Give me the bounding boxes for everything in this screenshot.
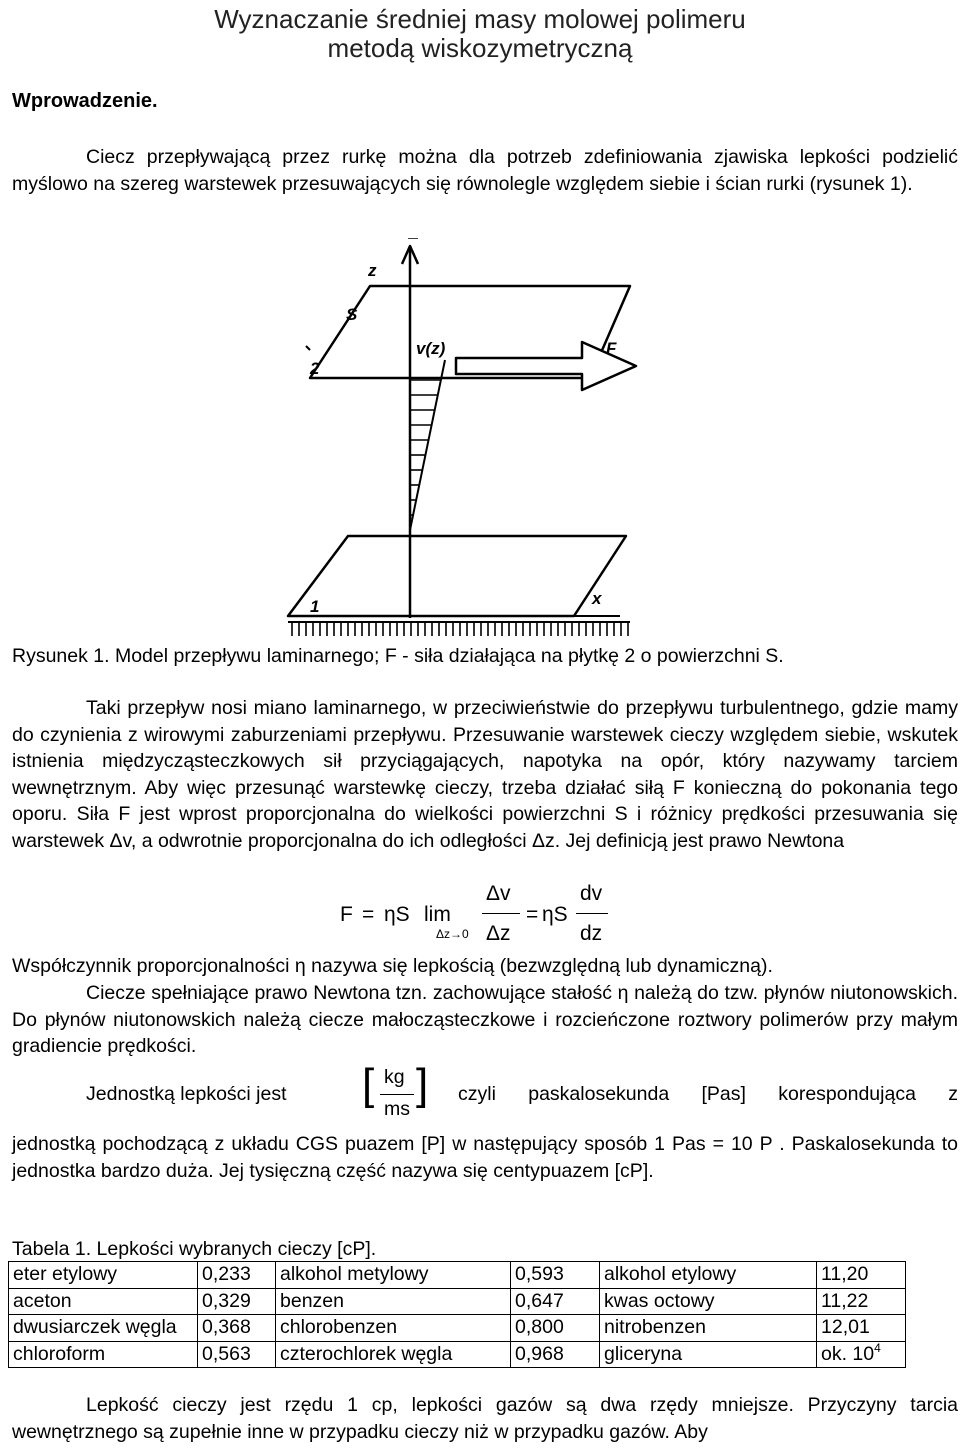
- formula-den-2: dz: [580, 922, 603, 945]
- formula-lim: lim: [424, 903, 451, 926]
- table-cell: 0,647: [511, 1288, 600, 1315]
- table-cell: chlorobenzen: [276, 1315, 511, 1342]
- table-cell: chloroform: [9, 1341, 198, 1368]
- formula-equals-2: =: [526, 903, 539, 926]
- label-f: F: [606, 339, 617, 358]
- label-2: 2: [310, 359, 320, 378]
- table-cell: 11,20: [817, 1262, 906, 1289]
- table-cell: alkohol metylowy: [276, 1262, 511, 1289]
- newton-formula: [340, 882, 640, 948]
- formula-num-1: Δv: [486, 882, 511, 905]
- table-cell: dwusiarczek węgla: [9, 1315, 198, 1342]
- label-z: z: [368, 261, 377, 280]
- table-cell: 0,368: [198, 1315, 276, 1342]
- intro-paragraph: Ciecz przepływającą przez rurkę można dla potrzeb zdefiniowania zjawiska lepkości podzielić myślowo na szereg warstewek przesuwających się równolegle względem siebie i ścian rurki (rysunek 1).: [12, 146, 958, 195]
- formula-eta-s-2: ηS: [542, 903, 568, 926]
- unit-pre-text: Jednostką lepkości jest: [86, 1083, 287, 1105]
- label-1: 1: [310, 597, 320, 616]
- laminar-flow-figure: [270, 238, 650, 638]
- table-row: [9, 1288, 906, 1315]
- unit-numerator: kg: [384, 1066, 405, 1088]
- table-cell: 0,593: [511, 1262, 600, 1289]
- figure-caption: Rysunek 1. Model przepływu laminarnego; F - siła działająca na płytkę 2 o powierzchni S.: [12, 645, 784, 667]
- formula-equals-1: =: [362, 903, 375, 926]
- unit-line: Jednostką lepkości jest [ kg ms ] czyli paskalosekunda [Pas] korespondująca z: [86, 1060, 958, 1120]
- formula-lhs: F: [340, 903, 353, 926]
- unit-denominator: ms: [384, 1098, 410, 1120]
- velocity-profile-line: [410, 360, 445, 530]
- formula-eta-s: ηS: [384, 903, 410, 926]
- label-x: x: [592, 589, 602, 608]
- table-cell: 0,233: [198, 1262, 276, 1289]
- table-cell: 0,968: [511, 1341, 600, 1368]
- page-title-line-2: metodą wiskozymetryczną: [327, 33, 633, 63]
- formula-lim-subscript: Δz→0: [436, 927, 469, 941]
- exponent: 4: [874, 1340, 881, 1355]
- label-vz: v(z): [416, 339, 446, 358]
- laminar-paragraph: Taki przepływ nosi miano laminarnego, w przeciwieństwie do przepływu turbulentnego, gdzie mamy do czynienia z wirowymi zaburzeniami przepływu. Przesuwanie warstewek cieczy względem siebie, wskutek istnienia międzycząsteczkowych sił przyciągających, napotyka na opór, który nazywamy tarciem wewnętrznym. Aby więc przesunąć warstewkę cieczy, trzeba działać siłą F konieczną do pokonania tego oporu. Siła F jest wprost proporcjonalna do wielkości powierzchni S i różnicy prędkości przesuwania się warstewek Δv, a odwrotnie proporcjonalna do ich odległości Δz. Jej definicją jest prawo Newtona: [12, 697, 958, 852]
- table-cell: aceton: [9, 1288, 198, 1315]
- table-cell: alkohol etylowy: [600, 1262, 817, 1289]
- label-s: S: [346, 305, 358, 324]
- formula-den-1: Δz: [486, 922, 511, 945]
- table-cell: 11,22: [817, 1288, 906, 1315]
- table-row: [9, 1341, 906, 1368]
- formula-num-2: dv: [580, 882, 603, 905]
- table-cell: 0,563: [198, 1341, 276, 1368]
- table-cell: kwas octowy: [600, 1288, 817, 1315]
- table-cell: eter etylowy: [9, 1262, 198, 1289]
- closing-paragraph: Lepkość cieczy jest rzędu 1 cp, lepkości gazów są dwa rzędy mniejsze. Przyczyny tarcia wewnętrznego są zupełnie inne w przypadku cieczy niż w przypadku gazów. Aby: [12, 1394, 958, 1443]
- table-cell-with-exponent: ok. $10^4$: [817, 1341, 906, 1368]
- lower-plate-1: [288, 536, 626, 616]
- viscosity-definition: Współczynnik proporcjonalności η nazywa się lepkością (bezwzględną lub dynamiczną).: [12, 955, 773, 977]
- table-cell: nitrobenzen: [600, 1315, 817, 1342]
- units-paragraph: jednostką pochodzącą z układu CGS puazem [P] w następujący sposób 1 Pas = 10 P . Paskalosekunda to jednostka bardzo duża. Jej tysięczną część nazywa się centypuazem [cP].: [12, 1133, 958, 1182]
- table-cell: 0,329: [198, 1288, 276, 1315]
- newtonian-fluids-paragraph: Ciecze spełniające prawo Newtona tzn. zachowujące stałość η należą do tzw. płynów niutonowskich. Do płynów niutonowskich należą ciecze małocząsteczkowe i rozcieńczone roztwory polimerów przy małym gradiencie prędkości.: [12, 982, 958, 1057]
- viscosity-table: [8, 1261, 906, 1368]
- table-cell: 0,800: [511, 1315, 600, 1342]
- table-row: [9, 1315, 906, 1342]
- base-hatching: [292, 622, 628, 636]
- page-title-line-1: Wyznaczanie średniej masy molowej polimeru: [214, 4, 746, 34]
- table-cell: gliceryna: [600, 1341, 817, 1368]
- table-caption: Tabela 1. Lepkości wybranych cieczy [cP].: [12, 1238, 377, 1260]
- table-cell: 12,01: [817, 1315, 906, 1342]
- section-heading: Wprowadzenie.: [12, 90, 158, 112]
- table-cell: benzen: [276, 1288, 511, 1315]
- unit-post-text: czyli paskalosekunda [Pas] korespondująca z: [458, 1083, 958, 1105]
- table-cell: czterochlorek węgla: [276, 1341, 511, 1368]
- table-row: [9, 1262, 906, 1289]
